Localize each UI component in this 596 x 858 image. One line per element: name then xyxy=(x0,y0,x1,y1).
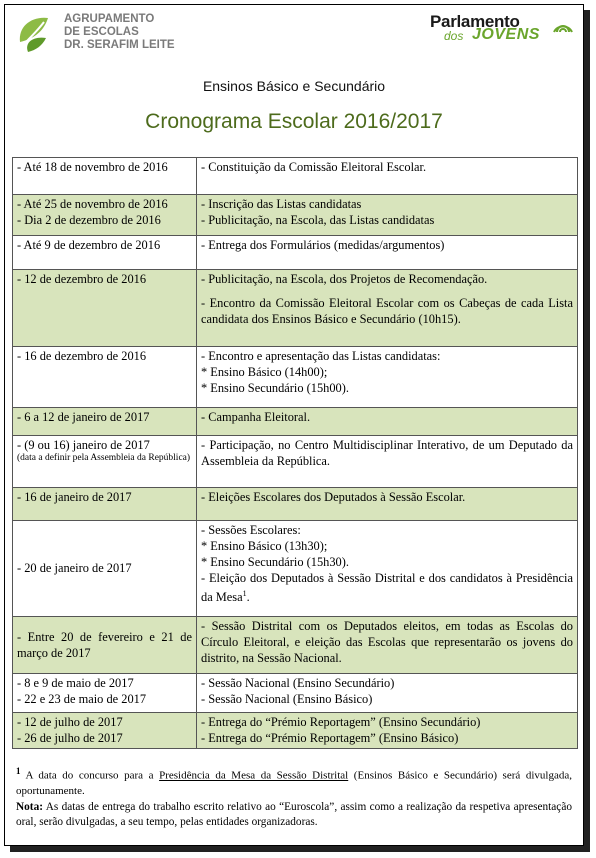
table-row xyxy=(13,270,578,347)
event-text: - Entrega do “Prémio Reportagem” (Ensino Secundário) xyxy=(201,715,481,729)
table-row xyxy=(13,436,578,488)
schedule-table xyxy=(12,157,578,749)
parlamento-word: Parlamento xyxy=(430,12,520,31)
table-row xyxy=(13,195,578,236)
table-row xyxy=(13,158,578,195)
event-cell xyxy=(197,270,578,347)
date-text: - 6 a 12 de janeiro de 2017 xyxy=(17,410,150,424)
date-text: - (9 ou 16) janeiro de 2017 xyxy=(17,438,150,452)
event-cell xyxy=(197,521,578,617)
event-text: * Ensino Secundário (15h00). xyxy=(201,381,349,395)
parlamento-logo xyxy=(426,12,576,48)
table-row xyxy=(13,617,578,674)
table-row xyxy=(13,236,578,270)
event-text: - Sessões Escolares: xyxy=(201,523,301,537)
table-row xyxy=(13,521,578,617)
date-note: (data a definir pela Assembleia da República) xyxy=(17,453,191,463)
event-cell xyxy=(197,674,578,713)
event-text: - Encontro da Comissão Eleitoral Escolar com os Cabeças de cada Lista candidata dos Ensinos Básico e Secundário (10h15). xyxy=(201,296,573,326)
table-row xyxy=(13,674,578,713)
footnote-ref: 1 xyxy=(242,589,247,598)
date-cell xyxy=(13,270,197,347)
school-name xyxy=(64,13,186,52)
date-text: - 8 e 9 de maio de 2017 xyxy=(17,676,134,690)
event-text: - Sessão Nacional (Ensino Secundário) xyxy=(201,676,395,690)
event-text: - Campanha Eleitoral. xyxy=(201,410,311,424)
date-text: - Até 18 de novembro de 2016 xyxy=(17,160,168,174)
date-text: - 12 de julho de 2017 xyxy=(17,715,123,729)
event-text: - Encontro e apresentação das Listas candidatas: xyxy=(201,349,441,363)
date-cell xyxy=(13,713,197,749)
event-text-end: . xyxy=(246,590,250,605)
event-cell xyxy=(197,436,578,488)
event-cell xyxy=(197,195,578,236)
date-cell xyxy=(13,674,197,713)
date-cell xyxy=(13,236,197,270)
date-text: - 20 de janeiro de 2017 xyxy=(17,561,132,575)
event-text: - Sessão Distrital com os Deputados eleitos, em todas as Escolas do Círculo Eleitoral, e eleição das Escolas que representarão os jovens do distrito, na Sessão Nacional. xyxy=(201,619,573,665)
date-text: - Até 25 de novembro de 2016 xyxy=(17,197,168,211)
event-text: * Ensino Secundário (15h30). xyxy=(201,555,349,569)
footnote-mark: 1 xyxy=(16,766,21,776)
date-cell xyxy=(13,408,197,436)
note-text: As datas de entrega do trabalho escrito relativo ao “Euroscola”, assim como a realização da respetiva apresentação oral, serão divulgadas, a seu tempo, pelas entidades organizadoras. xyxy=(16,801,572,828)
date-cell xyxy=(13,347,197,408)
date-text: - 16 de janeiro de 2017 xyxy=(17,490,132,504)
school-line-3: DR. SERAFIM LEITE xyxy=(64,39,175,51)
footnote-pre: A data do concurso para a xyxy=(25,769,160,782)
date-cell xyxy=(13,195,197,236)
document-subtitle: Ensinos Básico e Secundário xyxy=(202,78,386,94)
table-row xyxy=(13,713,578,749)
event-cell xyxy=(197,347,578,408)
school-line-1: AGRUPAMENTO xyxy=(64,13,155,25)
event-cell xyxy=(197,408,578,436)
table-row xyxy=(13,408,578,436)
event-cell xyxy=(197,488,578,521)
event-text: - Eleições Escolares dos Deputados à Sessão Escolar. xyxy=(201,490,466,504)
event-text: * Ensino Básico (13h30); xyxy=(201,539,328,553)
event-cell xyxy=(197,617,578,674)
footnote xyxy=(16,764,572,799)
date-cell xyxy=(13,436,197,488)
note xyxy=(16,800,572,830)
date-text: - 16 de dezembro de 2016 xyxy=(17,349,147,363)
dos-word: dos xyxy=(444,29,464,43)
event-text: - Entrega do “Prémio Reportagem” (Ensino Básico) xyxy=(201,731,459,745)
date-cell xyxy=(13,158,197,195)
event-text: - Sessão Nacional (Ensino Básico) xyxy=(201,692,373,706)
footnote-link: Presidência da Mesa da Sessão Distrital xyxy=(159,769,349,782)
event-cell xyxy=(197,236,578,270)
footnote-post: (Ensinos Básico e Secundário) será divulgada, oportunamente. xyxy=(16,769,572,797)
parliament-bars-icon xyxy=(552,12,574,34)
table-row xyxy=(13,488,578,521)
date-text: - Entre 20 de fevereiro e 21 de março de 2017 xyxy=(17,629,192,660)
note-label: Nota: xyxy=(16,801,43,813)
school-line-2: DE ESCOLAS xyxy=(64,26,139,38)
event-text: - Publicitação, na Escola, dos Projetos de Recomendação. xyxy=(201,272,488,286)
date-text: - 22 e 23 de maio de 2017 xyxy=(17,692,147,706)
date-cell xyxy=(13,488,197,521)
event-text: - Inscrição das Listas candidatas xyxy=(201,197,362,211)
date-text: - 26 de julho de 2017 xyxy=(17,731,123,745)
leaf-logo-icon xyxy=(14,12,58,54)
event-text: - Participação, no Centro Multidisciplinar Interativo, de um Deputado da Assembleia da República. xyxy=(201,438,573,468)
event-text: - Entrega dos Formulários (medidas/argumentos) xyxy=(201,238,445,252)
table-row xyxy=(13,347,578,408)
event-text: - Constituição da Comissão Eleitoral Escolar. xyxy=(201,160,427,174)
date-cell xyxy=(13,617,197,674)
event-text: * Ensino Básico (14h00); xyxy=(201,365,328,379)
document-title: Cronograma Escolar 2016/2017 xyxy=(145,110,443,133)
event-text: - Eleição dos Deputados à Sessão Distrital e dos candidatos à Presidência da Mesa xyxy=(201,571,573,605)
event-cell xyxy=(197,713,578,749)
date-text: - 12 de dezembro de 2016 xyxy=(17,272,147,286)
jovens-word: JOVENS xyxy=(472,26,540,43)
school-logo xyxy=(14,12,184,54)
event-text: - Publicitação, na Escola, das Listas candidatas xyxy=(201,213,435,227)
date-cell xyxy=(13,521,197,617)
date-text: - Dia 2 de dezembro de 2016 xyxy=(17,213,161,227)
date-text: - Até 9 de dezembro de 2016 xyxy=(17,238,161,252)
event-cell xyxy=(197,158,578,195)
